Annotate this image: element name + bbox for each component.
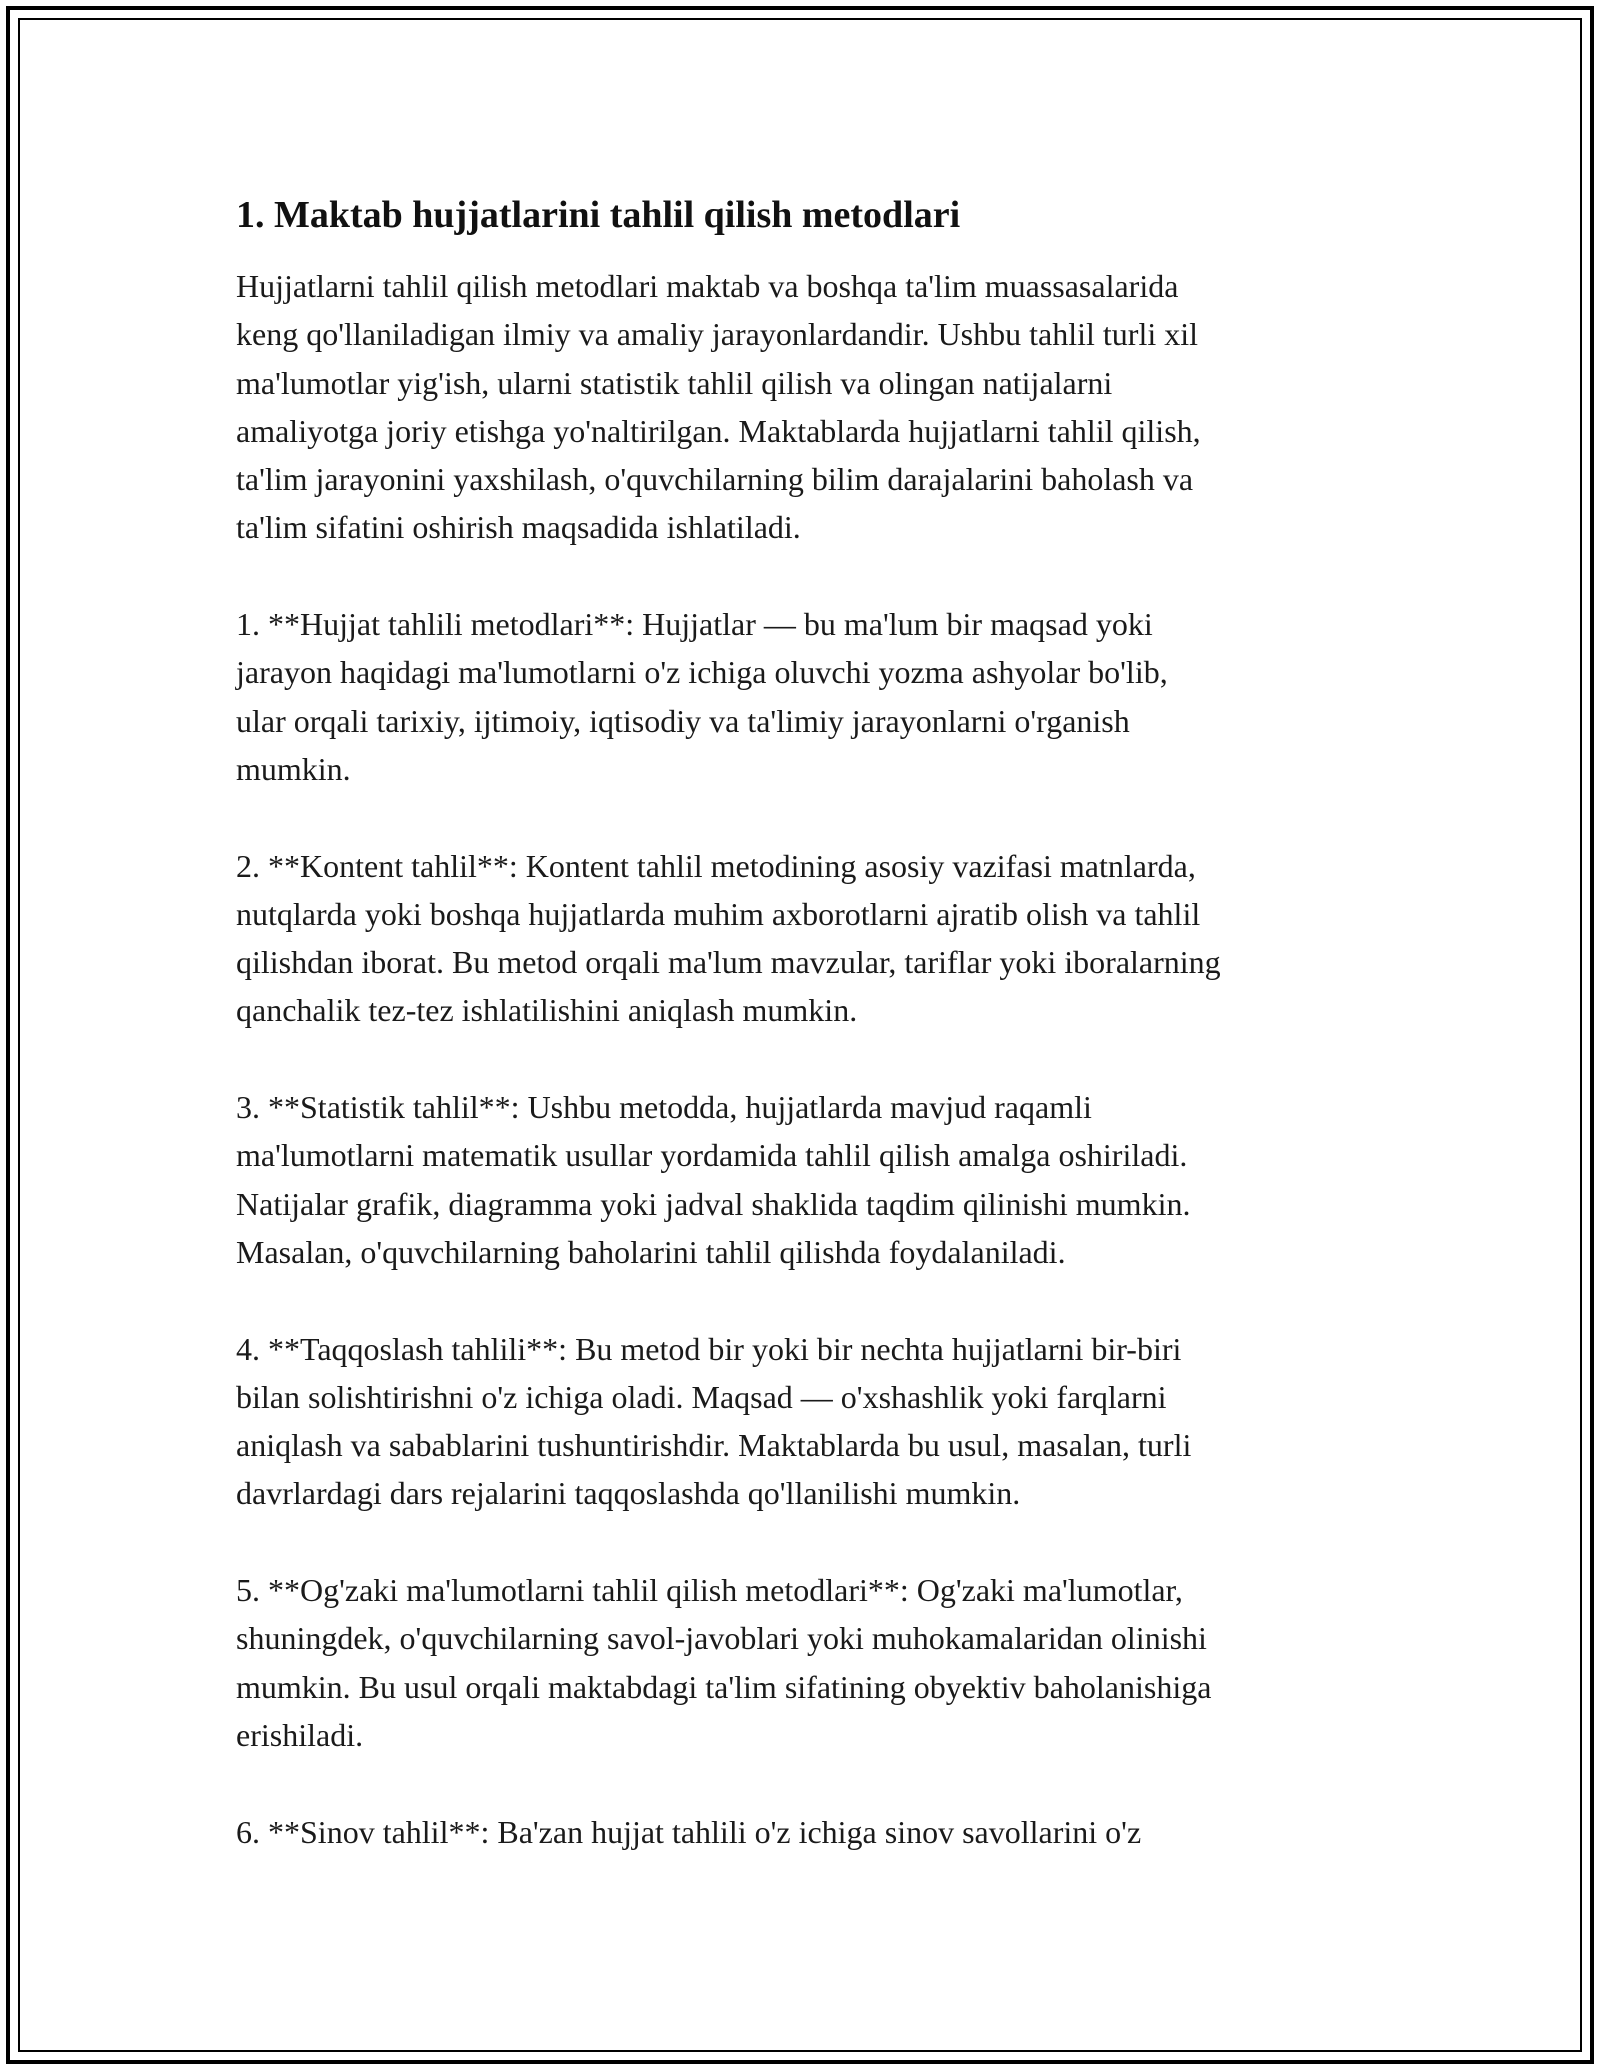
list-item-3: 3. **Statistik tahlil**: Ushbu metodda, hujjatlarda mavjud raqamli ma'lumotlarni matematik usullar yordamida tahlil qilish amalga oshiriladi. Natijalar grafik, diagramma yoki jadval shaklida taqdim qilinishi mumkin. Masalan, o'quvchilarning baholarini tahlil qilishda foydalaniladi. [236,1089,1191,1270]
list-item-2: 2. **Kontent tahlil**: Kontent tahlil metodining asosiy vazifasi matnlarda, nutqlarda yoki boshqa hujjatlarda muhim axborotlarni ajratib olish va tahlil qilishdan iborat. Bu metod orqali ma'lum mavzular, tariflar yoki iboralarning qanchalik tez-tez ishlatilishini aniqlash mumkin. [236,847,1221,1029]
list-item-4: 4. **Taqqoslash tahlili**: Bu metod bir yoki bir nechta hujjatlarni bir-biri bilan solishtirishni o'z ichiga oladi. Maqsad — o'xshashlik yoki farqlarni aniqlash va sabablarini tushuntirishdir. Maktablarda bu usul, masalan, turli davrlardagi dars rejalarini taqqoslashda qo'llanilishi mumkin. [236,1330,1192,1512]
document-body [236,188,1376,1904]
document-title: 1. Maktab hujjatlarini tahlil qilish metodlari [236,194,961,236]
intro-paragraph: Hujjatlarni tahlil qilish metodlari maktab va boshqa ta'lim muassasalarida keng qo'llaniladigan ilmiy va amaliy jarayonlardandir. Ushbu tahlil turli xil ma'lumotlar yig'ish, ularni statistik tahlil qilish va olingan natijalarni amaliyotga joriy etishga yo'naltirilgan. Maktablarda hujjatlarni tahlil qilish, ta'lim jarayonini yaxshilash, o'quvchilarning bilim darajalarini baholash va ta'lim sifatini oshirish maqsadida ishlatiladi. [236,268,1201,546]
list-item-6: 6. **Sinov tahlil**: Ba'zan hujjat tahlili o'z ichiga sinov savollarini o'z [236,1813,1142,1850]
list-item-1: 1. **Hujjat tahlili metodlari**: Hujjatlar — bu ma'lum bir maqsad yoki jarayon haqidagi ma'lumotlarni o'z ichiga oluvchi yozma ashyolar bo'lib, ular orqali tarixiy, ijtimoiy, iqtisodiy va ta'limiy jarayonlarni o'rganish mumkin. [236,606,1168,787]
list-item-5: 5. **Og'zaki ma'lumotlarni tahlil qilish metodlari**: Og'zaki ma'lumotlar, shuningdek, o'quvchilarning savol-javoblari yoki muhokamalaridan olinishi mumkin. Bu usul orqali maktabdagi ta'lim sifatining obyektiv baholanishiga erishiladi. [236,1572,1212,1753]
